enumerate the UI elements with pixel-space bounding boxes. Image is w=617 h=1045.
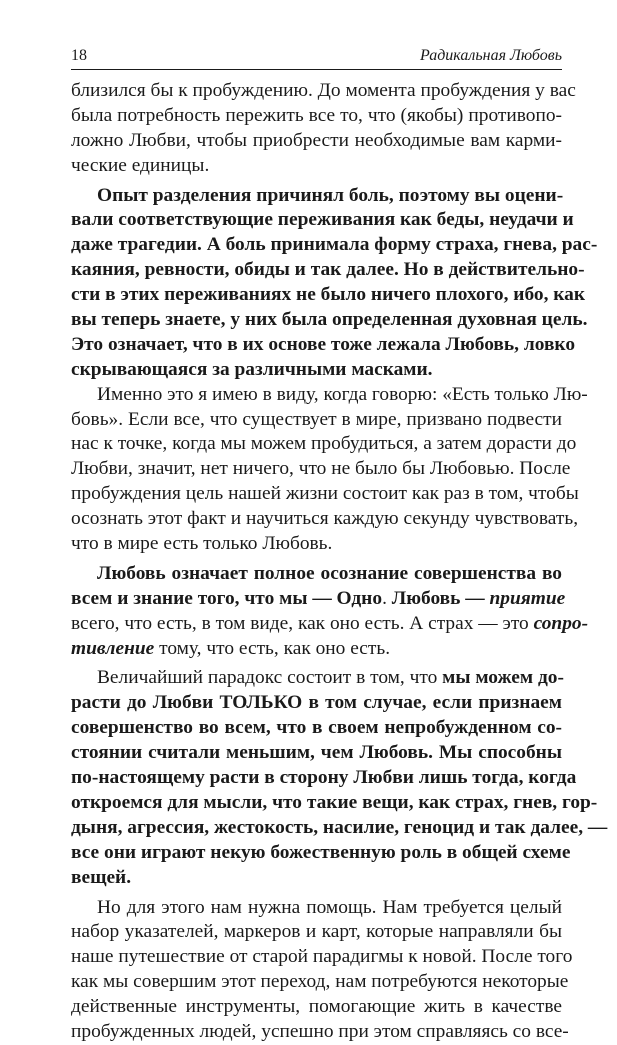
text-line: ложно Любви, чтобы приобрести необходимые вам карми- (71, 129, 562, 151)
bold-run: мы можем до- (442, 667, 564, 689)
text-line: Любовь означает полное осознание совершенства во (97, 562, 562, 584)
page-number: 18 (71, 47, 87, 64)
bold-run: Любовь — (391, 587, 490, 609)
text-line (71, 637, 562, 662)
text-line: по-настоящему расти в сторону Любви лишь тогда, когда (71, 767, 577, 789)
text-run: всего, что есть, в том виде, как оно есть. А страх — это (71, 612, 534, 634)
text-line: нас к точке, когда мы можем пробудиться, а затем дорасти до (71, 433, 577, 455)
emphasis-run: тивление (71, 637, 155, 659)
text-line: набор указателей, маркеров и карт, которые направляли бы (71, 921, 562, 943)
text-line: пробужденных людей, успешно при этом справляясь со все- (71, 1020, 569, 1042)
text-line: ческие единицы. (71, 154, 210, 176)
text-line: откроемся для мысли, что такие вещи, как страх, гнев, гор- (71, 791, 598, 813)
page-header (71, 43, 562, 70)
running-title: Радикальная Любовь (420, 47, 562, 64)
text-line: что в мире есть только Любовь. (71, 533, 333, 555)
text-line: бовь». Если все, что существует в мире, призвано подвести (71, 408, 562, 430)
text-line: Любви, значит, нет ничего, что не было бы Любовью. После (71, 458, 571, 480)
emphasis-run: сопро- (533, 612, 589, 634)
text-run: . (382, 587, 392, 609)
text-line: Опыт разделения причинял боль, поэтому вы оцени- (97, 184, 564, 206)
text-line (71, 666, 562, 691)
text-line: Но для этого нам нужна помощь. Нам требуется целый (97, 896, 562, 918)
text-line: каяния, ревности, обиды и так далее. Но в действительно- (71, 259, 585, 281)
paragraph (71, 79, 576, 179)
text-line: действенные инструменты, помогающие жить в качестве (71, 996, 562, 1018)
text-line: вы теперь знаете, у них была определенная духовная цель. (71, 309, 588, 331)
bold-run: всем и знание того, что мы — Одно (71, 587, 383, 609)
text-line: все они играют некую божественную роль в общей схеме (71, 841, 571, 863)
text-line: Это означает, что в их основе тоже лежала Любовь, ловко (71, 333, 576, 355)
text-line: стоянии считали меньшим, чем Любовь. Мы способны (71, 742, 562, 764)
text-line: близился бы к пробуждению. До момента пробуждения у вас (71, 80, 576, 101)
text-line: дыня, агрессия, жестокость, насилие, геноцид и так далее, — (71, 816, 608, 838)
text-line: осознать этот факт и научиться каждую секунду чувствовать, (71, 508, 579, 530)
text-line: совершенство во всем, что в своем непробужденном со- (71, 717, 562, 739)
text-line: как мы совершим этот переход, нам потребуются некоторые (71, 971, 569, 993)
text-line (71, 587, 566, 612)
text-line: пробуждения цель нашей жизни состоит как раз в том, чтобы (71, 483, 579, 505)
text-line: была потребность пережить все то, что (якобы) противопо- (71, 104, 562, 126)
paragraph (71, 666, 608, 890)
text-line: расти до Любви ТОЛЬКО в том случае, если признаем (71, 692, 562, 714)
text-line: наше путешествие от старой парадигмы к новой. После того (71, 946, 573, 968)
page-body (71, 79, 608, 1045)
text-line: скрывающаяся за различными масками. (71, 358, 433, 380)
text-line (71, 612, 589, 637)
paragraph (71, 896, 573, 1045)
paragraph (71, 184, 598, 383)
text-run: тому, что есть, как оно есть. (154, 637, 391, 659)
paragraph (71, 562, 589, 662)
paragraph (71, 383, 588, 557)
text-line: вали соответствующие переживания как беды, неудачи и (71, 209, 574, 231)
text-line: вещей. (71, 866, 132, 888)
text-line: Именно это я имею в виду, когда говорю: «Есть только Лю- (97, 383, 588, 405)
emphasis-run: приятие (489, 587, 566, 609)
text-line: сти в этих переживаниях не было ничего плохого, ибо, как (71, 284, 586, 306)
text-run: Величайший парадокс состоит в том, что (97, 667, 443, 689)
text-line: даже трагедии. А боль принимала форму страха, гнева, рас- (71, 234, 598, 256)
